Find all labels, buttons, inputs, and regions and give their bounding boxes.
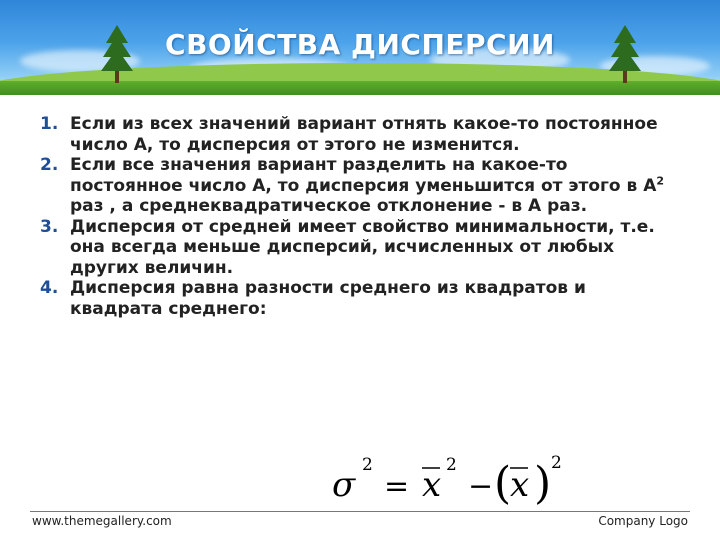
formula-exponent: 2 — [551, 453, 562, 473]
list-item-text: Дисперсия равна разности среднего из квадратов и квадрата среднего: — [70, 278, 586, 319]
properties-list — [40, 114, 680, 319]
list-item — [40, 217, 680, 279]
formula-x: x — [510, 465, 530, 505]
footer-website: www.themegallery.com — [32, 514, 172, 528]
formula-sigma: σ — [332, 465, 356, 505]
list-item-text — [70, 155, 680, 217]
list-item-text: Если из всех значений вариант отнять какое-то постоянное число А, то дисперсия от этого не изменится. — [70, 114, 658, 155]
formula-minus: − — [468, 469, 494, 504]
formula-exponent: 2 — [446, 455, 457, 475]
formula-equals: = — [384, 469, 410, 504]
list-item-text: Дисперсия от средней имеет свойство минимальности, т.е. она всегда меньше дисперсий, исчисленных от любых других величин. — [70, 216, 655, 278]
list-item-text-part: Если все значения вариант разделить на какое-то постоянное число А, то дисперсия уменьшится от этого в А — [70, 155, 657, 196]
list-item-text-part: раз , а среднеквадратическое отклонение - в А раз. — [70, 196, 588, 216]
list-item — [40, 278, 680, 319]
footer-divider — [30, 511, 690, 512]
list-item-superscript: 2 — [656, 173, 665, 187]
formula-x: x — [422, 465, 442, 505]
list-item-number: 3. — [40, 216, 59, 237]
header-banner — [0, 0, 720, 95]
list-item-number: 4. — [40, 278, 59, 298]
variance-formula — [328, 452, 568, 508]
list-item-number: 2. — [40, 155, 59, 175]
formula-exponent: 2 — [362, 455, 373, 475]
list-item — [40, 114, 680, 155]
formula-left-paren: ( — [494, 458, 512, 508]
formula-right-paren: ) — [534, 458, 552, 508]
page-title: СВОЙСТВА ДИСПЕРСИИ — [165, 28, 555, 61]
list-item — [40, 155, 680, 217]
list-item-number: 1. — [40, 114, 59, 134]
footer-company-logo: Company Logo — [598, 514, 688, 528]
